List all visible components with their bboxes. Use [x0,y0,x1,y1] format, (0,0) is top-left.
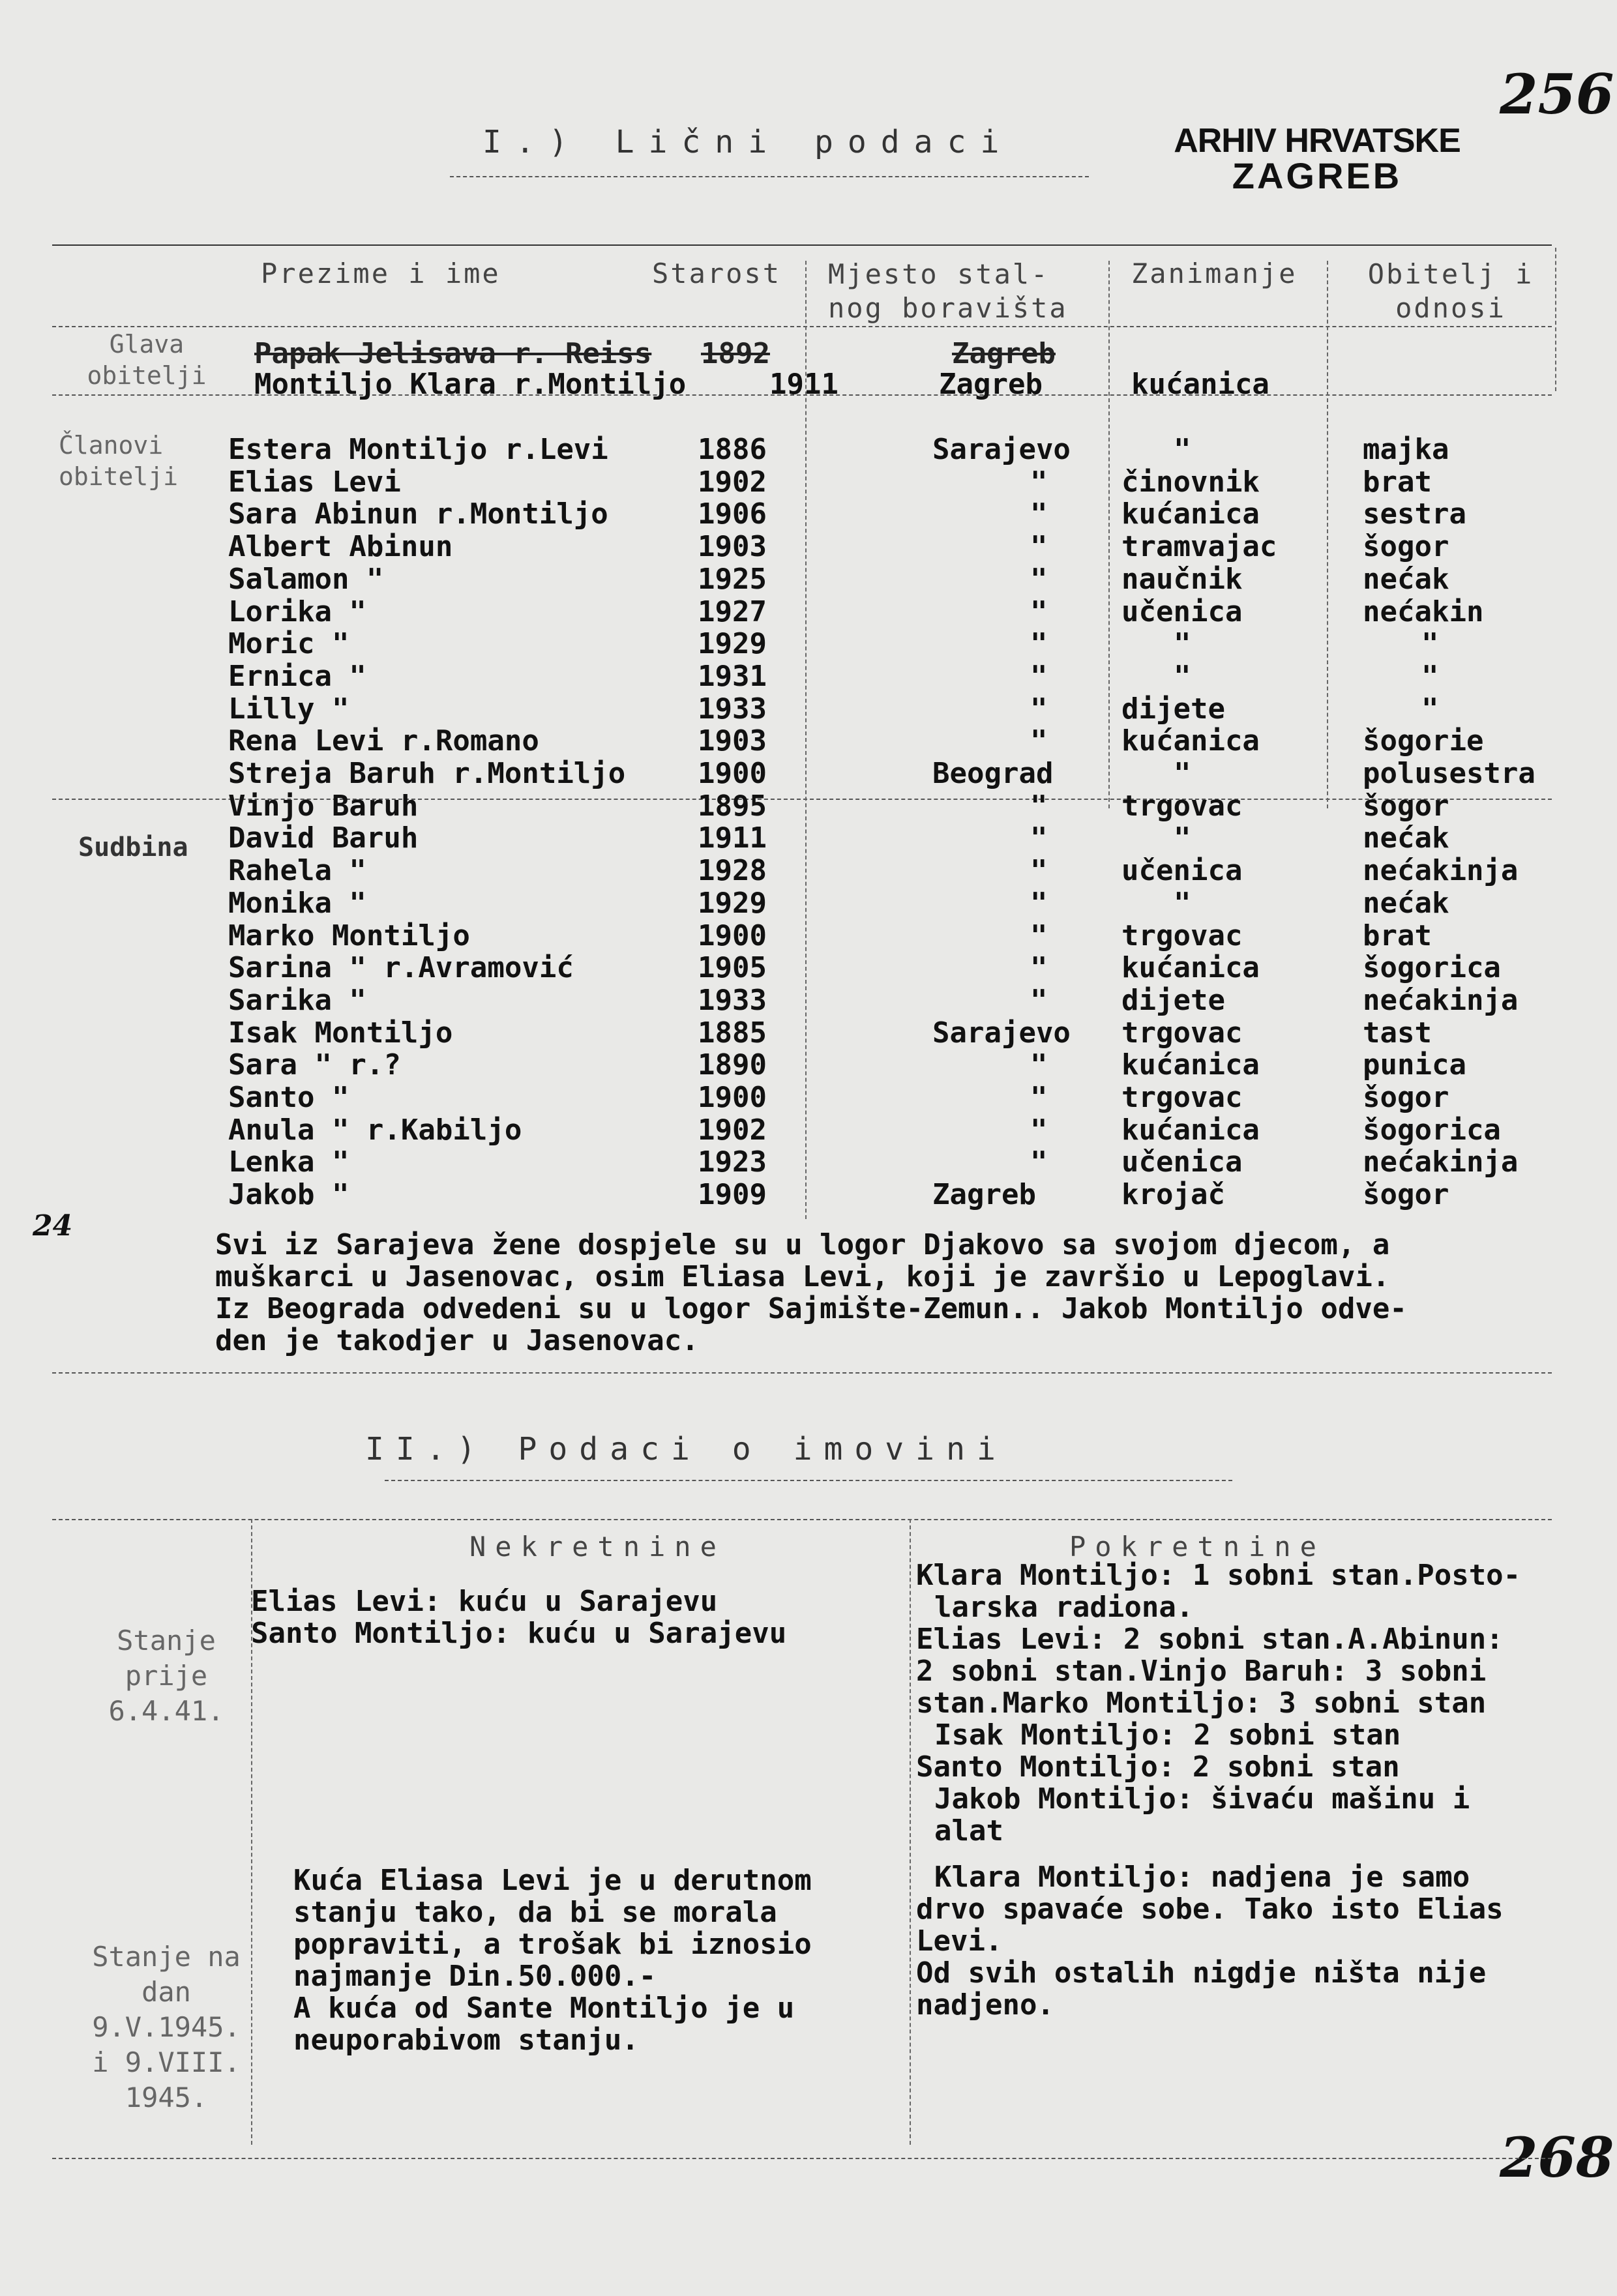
member-row [0,498,1617,531]
member-year: 1931 [698,660,767,693]
member-occupation: kućanica [1121,497,1260,531]
movable-after-line: Levi. [916,1924,1003,1958]
member-occupation: krojač [1121,1178,1225,1211]
member-row [0,758,1617,790]
member-year: 1902 [698,465,767,499]
member-relation: brat [1363,465,1432,499]
immovable-after-line: A kuća od Sante Montiljo je u [293,1992,795,2025]
member-occupation: tramvajac [1121,530,1277,563]
immovable-after-line: neuporabivom stanju. [293,2024,639,2057]
member-place: " [1030,821,1048,855]
section2-title-underline [385,1480,1232,1481]
member-occupation: kućanica [1121,951,1260,984]
head-name: Montiljo Klara r.Montiljo [254,368,687,401]
fate-line: Svi iz Sarajeva žene dospjele su u logor Djakovo sa svojom djecom, a [215,1228,1390,1261]
label-state-after: Stanje na dan 9.V.1945. i 9.VIII. 1945. [92,1941,241,2113]
movable-before-line: Isak Montiljo: 2 sobni stan [934,1718,1401,1752]
member-place: " [1030,660,1048,693]
member-name: Vinjo Baruh [228,789,419,823]
member-year: 1886 [698,433,767,466]
movable-before-line: Klara Montiljo: 1 sobni stan.Posto- [916,1559,1521,1592]
movable-before-line: Jakob Montiljo: šivaću mašinu i [934,1782,1470,1816]
movable-after-line: Klara Montiljo: nadjena je samo [934,1861,1470,1894]
handwritten-page-number-bottom: 268 [1500,2125,1614,2190]
member-relation: šogor [1363,1178,1449,1211]
fate-line: den je takodjer u Jasenovac. [215,1324,699,1357]
member-place: " [1030,951,1048,984]
member-occupation: dijete [1121,984,1225,1017]
member-name: Anula " r.Kabiljo [228,1113,522,1147]
member-row [0,984,1617,1017]
member-year: 1900 [698,919,767,952]
member-name: Marko Montiljo [228,919,470,952]
section2-title: II.) Podaci o imovini [365,1431,1007,1467]
member-year: 1929 [698,887,767,920]
member-row [0,1114,1617,1147]
member-name: David Baruh [228,821,419,855]
head-struck-row [0,338,1617,370]
member-occupation: kućanica [1121,1113,1260,1147]
member-row [0,1179,1617,1211]
member-place: " [1030,724,1048,758]
member-occupation: trgovac [1121,1081,1243,1114]
member-relation: šogorie [1363,724,1484,758]
member-name: Sara " r.? [228,1048,401,1082]
member-year: 1900 [698,757,767,790]
member-year: 1911 [698,821,767,855]
immovable-after [293,1864,812,2056]
member-occupation: trgovac [1121,789,1243,823]
member-year: 1903 [698,724,767,758]
member-occupation: činovnik [1121,465,1260,499]
section2-col-divider [910,1519,911,2145]
head-year: 1911 [769,368,838,401]
member-relation: šogorica [1363,1113,1501,1147]
immovable-after-line: najmanje Din.50.000.- [293,1960,657,1993]
member-name: Sarina " r.Avramović [228,951,574,984]
movable-after-line: nadjeno. [916,1988,1054,2022]
member-relation: šogorica [1363,951,1501,984]
movable-after-line: drvo spavaće sobe. Tako isto Elias [916,1892,1504,1926]
head-place: Zagreb [939,368,1043,401]
member-relation: nećakin [1363,595,1484,628]
immovable-before [251,1585,786,1649]
member-name: Jakob " [228,1178,349,1211]
member-place: " [1030,789,1048,823]
member-place: " [1030,1081,1048,1114]
member-occupation: " [1174,757,1191,790]
member-year: 1902 [698,1113,767,1147]
member-place: " [1030,854,1048,887]
member-place: " [1030,465,1048,499]
member-year: 1923 [698,1145,767,1179]
member-place: Zagreb [932,1178,1036,1211]
header-age: Starost [652,258,782,289]
member-relation: sestra [1363,497,1466,531]
member-row [0,790,1617,823]
handwritten-page-number-top: 256 [1500,62,1614,126]
section1-title: I.) Lični podaci [482,124,1014,160]
member-row [0,1082,1617,1114]
member-relation: šogor [1363,789,1449,823]
member-occupation: " [1174,887,1191,920]
member-place: " [1030,919,1048,952]
member-name: Rahela " [228,854,366,887]
member-name: Lorika " [228,595,366,628]
movable-before-line: Santo Montiljo: 2 sobni stan [916,1750,1400,1784]
member-relation: šogor [1363,1081,1449,1114]
member-year: 1933 [698,692,767,726]
member-row [0,920,1617,952]
member-name: Estera Montiljo r.Levi [228,433,608,466]
archive-stamp-line1: ARHIV HRVATSKE [1174,122,1461,160]
member-name: Sarika " [228,984,366,1017]
member-year: 1900 [698,1081,767,1114]
member-row [0,1049,1617,1082]
section2-bottom-rule [52,2158,1552,2159]
member-year: 1885 [698,1016,767,1050]
member-year: 1895 [698,789,767,823]
member-occupation: " [1174,433,1191,466]
member-year: 1925 [698,563,767,596]
head-struck-name: Papak Jelisava r. Reiss [254,337,652,370]
member-name: Rena Levi r.Romano [228,724,539,758]
member-year: 1903 [698,530,767,563]
member-row [0,887,1617,920]
member-name: Lenka " [228,1145,349,1179]
member-occupation: dijete [1121,692,1225,726]
member-place: Sarajevo [932,1016,1071,1050]
member-name: Ernica " [228,660,366,693]
member-name: Albert Abinun [228,530,453,563]
member-row [0,531,1617,563]
member-row [0,434,1617,466]
member-name: Streja Baruh r.Montiljo [228,757,626,790]
head-struck-year: 1892 [701,337,770,370]
member-row [0,563,1617,596]
movable-before-line: stan.Marko Montiljo: 3 sobni stan [916,1686,1487,1720]
member-occupation: naučnik [1121,563,1243,596]
immovable-before-line: Santo Montiljo: kuću u Sarajevu [251,1617,787,1650]
member-row [0,693,1617,726]
member-row [0,1146,1617,1179]
member-occupation: učenica [1121,854,1243,887]
member-name: Monika " [228,887,366,920]
member-relation: nećakinja [1363,984,1519,1017]
member-place: " [1030,1113,1048,1147]
member-occupation: kućanica [1121,724,1260,758]
member-relation: nećak [1363,887,1449,920]
movable-after-line: Od svih ostalih nigdje ništa nije [916,1956,1487,1990]
member-occupation: učenica [1121,595,1243,628]
movable-before [916,1559,1521,1847]
label-family-members: Članovi obitelji [59,431,179,491]
member-year: 1928 [698,854,767,887]
member-relation: nećakinja [1363,1145,1519,1179]
header-residence: Mjesto stal- nog boravišta [828,258,1068,324]
member-year: 1909 [698,1178,767,1211]
member-relation: punica [1363,1048,1466,1082]
member-place: " [1030,692,1048,726]
member-relation: " [1421,660,1439,693]
member-relation: majka [1363,433,1449,466]
member-place: " [1030,627,1048,660]
member-relation: brat [1363,919,1432,952]
label-fate: Sudbina [78,832,188,862]
member-year: 1906 [698,497,767,531]
header-immovable: Nekretnine [469,1531,726,1563]
header-occupation: Zanimanje [1131,258,1298,289]
member-relation: šogor [1363,530,1449,563]
head-struck-place: Zagreb [952,337,1056,370]
movable-after [916,1861,1504,2021]
movable-before-line: Elias Levi: 2 sobni stan.A.Abinun: [916,1623,1504,1656]
member-place: " [1030,563,1048,596]
member-relation: " [1421,692,1439,726]
member-name: Salamon " [228,563,384,596]
movable-before-line: larska radiona. [934,1591,1194,1624]
member-year: 1927 [698,595,767,628]
member-relation: nećak [1363,821,1449,855]
member-relation: tast [1363,1016,1432,1050]
member-row [0,628,1617,660]
member-year: 1933 [698,984,767,1017]
member-name: Isak Montiljo [228,1016,453,1050]
member-row [0,952,1617,984]
member-row [0,822,1617,855]
movable-before-line: 2 sobni stan.Vinjo Baruh: 3 sobni [916,1655,1487,1688]
member-place: " [1030,497,1048,531]
head-occupation: kućanica [1131,368,1269,401]
immovable-before-line: Elias Levi: kuću u Sarajevu [251,1585,718,1618]
title-underline [450,176,1089,177]
member-place: " [1030,1145,1048,1179]
member-occupation: " [1174,821,1191,855]
archive-stamp [1167,124,1467,194]
member-row [0,660,1617,693]
handwritten-margin-number: 24 [33,1209,73,1243]
header-name: Prezime i ime [261,258,501,289]
fate-line: Iz Beograda odvedeni su u logor Sajmište-Zemun.. Jakob Montiljo odve- [215,1292,1407,1325]
member-year: 1890 [698,1048,767,1082]
member-relation: nećak [1363,563,1449,596]
member-name: Sara Abinun r.Montiljo [228,497,608,531]
member-place: Sarajevo [932,433,1071,466]
archive-stamp-line2: ZAGREB [1232,155,1402,196]
member-occupation: trgovac [1121,919,1243,952]
section2-header-rule [52,1519,1552,1520]
section2-top-rule [52,1372,1552,1374]
member-row [0,466,1617,499]
member-place: " [1030,887,1048,920]
member-occupation: kućanica [1121,1048,1260,1082]
header-movable: Pokretnine [1069,1531,1326,1563]
fate-text [215,1229,1407,1357]
head-row [0,368,1617,401]
member-relation: polusestra [1363,757,1535,790]
label-state-before: Stanje prije 6.4.41. [108,1625,224,1727]
member-row [0,596,1617,628]
member-occupation: " [1174,660,1191,693]
fate-line: muškarci u Jasenovac, osim Eliasa Levi, koji je završio u Lepoglavi. [215,1260,1390,1293]
member-row [0,725,1617,758]
immovable-after-line: stanju tako, da bi se morala [293,1896,777,1929]
member-relation: nećakinja [1363,854,1519,887]
member-year: 1905 [698,951,767,984]
member-year: 1929 [698,627,767,660]
member-place: " [1030,595,1048,628]
header-relation: Obitelj i odnosi [1367,258,1534,324]
member-name: Elias Levi [228,465,401,499]
member-row [0,1017,1617,1050]
member-place: " [1030,530,1048,563]
member-relation: " [1421,627,1439,660]
member-row [0,855,1617,887]
table-top-rule [52,244,1552,246]
member-place: " [1030,984,1048,1017]
member-occupation: učenica [1121,1145,1243,1179]
label-head-of-family: Glava obitelji [87,330,207,390]
movable-before-line: alat [934,1814,1003,1847]
member-place: " [1030,1048,1048,1082]
immovable-after-line: popraviti, a trošak bi iznosio [293,1928,812,1961]
member-occupation: trgovac [1121,1016,1243,1050]
member-occupation: " [1174,627,1191,660]
member-name: Moric " [228,627,349,660]
member-name: Santo " [228,1081,349,1114]
member-place: Beograd [932,757,1054,790]
immovable-after-line: Kuća Eliasa Levi je u derutnom [293,1864,812,1897]
member-name: Lilly " [228,692,349,726]
